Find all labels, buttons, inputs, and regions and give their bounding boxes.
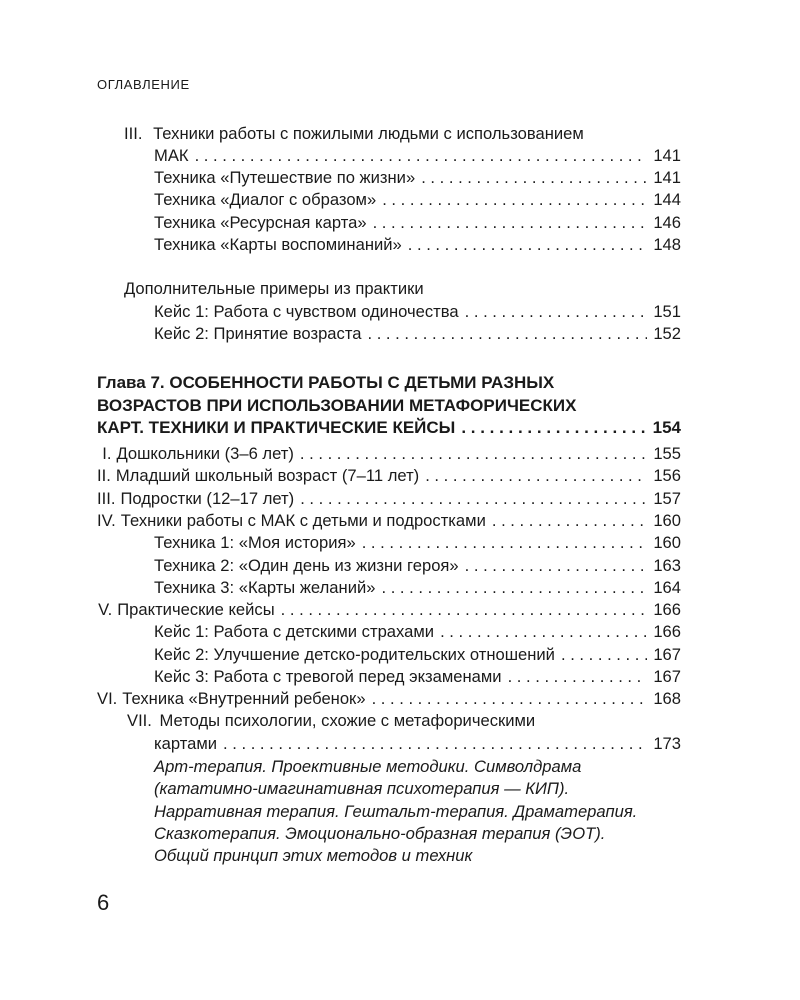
chapter-line: ВОЗРАСТОВ ПРИ ИСПОЛЬЗОВАНИИ МЕТАФОРИЧЕСКИХ bbox=[97, 395, 577, 415]
page-folio: 6 bbox=[97, 890, 110, 915]
leader-dots bbox=[300, 488, 647, 510]
toc-entry bbox=[154, 301, 681, 323]
toc-num: VI. bbox=[97, 689, 118, 709]
toc-entry bbox=[154, 323, 681, 345]
leader-dots bbox=[465, 555, 647, 577]
leader-dots bbox=[421, 167, 647, 189]
page-number: 155 bbox=[653, 444, 681, 463]
leader-dots bbox=[362, 532, 647, 554]
page-number: 173 bbox=[653, 734, 681, 753]
page-number: 168 bbox=[653, 689, 681, 709]
leader-dots bbox=[425, 465, 647, 487]
page-number: 146 bbox=[653, 212, 681, 232]
leader-dots bbox=[300, 443, 647, 465]
page-number: 167 bbox=[653, 667, 681, 686]
toc-entry bbox=[154, 733, 681, 755]
leader-dots bbox=[561, 644, 647, 666]
toc-entry bbox=[154, 145, 681, 167]
toc-entry bbox=[154, 189, 681, 211]
toc-text: Техника «Диалог с образом» bbox=[154, 190, 377, 210]
leader-dots bbox=[382, 189, 647, 211]
leader-dots bbox=[195, 145, 647, 167]
toc-text: Техника «Внутренний ребенок» bbox=[122, 689, 366, 709]
toc-entry bbox=[154, 212, 681, 234]
toc-section-iii-title bbox=[124, 123, 584, 145]
leader-dots bbox=[381, 577, 647, 599]
leader-dots bbox=[372, 688, 647, 710]
page-number: 166 bbox=[653, 622, 681, 642]
toc-text: Кейс 2: Улучшение детско-родительских отношений bbox=[154, 644, 555, 664]
toc-text: Кейс 2: Принятие возраста bbox=[154, 324, 362, 344]
toc-entry bbox=[97, 443, 681, 465]
toc-text: Техника «Ресурсная карта» bbox=[154, 212, 367, 232]
leader-dots bbox=[408, 234, 647, 256]
leader-dots bbox=[508, 666, 647, 688]
chapter-line bbox=[97, 417, 681, 440]
toc-entry bbox=[97, 488, 681, 510]
toc-text: Подростки (12–17 лет) bbox=[120, 488, 295, 508]
leader-dots bbox=[440, 621, 647, 643]
toc-text: Техники работы с пожилыми людьми с использованием bbox=[153, 124, 584, 143]
chapter-line-text: КАРТ. ТЕХНИКИ И ПРАКТИЧЕСКИЕ КЕЙСЫ bbox=[97, 418, 456, 437]
page-number: 167 bbox=[653, 644, 681, 664]
toc-entry bbox=[97, 688, 681, 710]
toc-entry bbox=[97, 599, 681, 621]
toc-num: V. bbox=[98, 600, 113, 620]
toc-text: Кейс 1: Работа с чувством одиночества bbox=[154, 302, 459, 321]
toc-entry bbox=[154, 167, 681, 189]
toc-entry bbox=[97, 510, 681, 532]
running-head: ОГЛАВЛЕНИЕ bbox=[97, 77, 190, 92]
toc-entry bbox=[154, 577, 681, 599]
toc-num: III. bbox=[97, 488, 116, 508]
leader-dots bbox=[367, 323, 647, 345]
toc-text: Младший школьный возраст (7–11 лет) bbox=[115, 466, 420, 486]
toc-entry bbox=[154, 666, 681, 688]
toc-entry bbox=[154, 621, 681, 643]
chapter-line: Глава 7. ОСОБЕННОСТИ РАБОТЫ С ДЕТЬМИ РАЗНЫХ bbox=[97, 373, 555, 392]
toc-entry bbox=[154, 555, 681, 577]
toc-num: II. bbox=[97, 466, 111, 486]
page-number: 160 bbox=[653, 510, 681, 530]
toc-extra-title: Дополнительные примеры из практики bbox=[124, 279, 424, 298]
leader-dots bbox=[465, 301, 647, 323]
leader-dots bbox=[373, 212, 647, 234]
toc-num: VII. bbox=[127, 711, 152, 730]
toc-subtopics-line: (кататимно-имагинативная психотерапия — КИП). bbox=[154, 779, 570, 799]
page-number: 163 bbox=[653, 555, 681, 575]
page-number: 160 bbox=[653, 533, 681, 553]
leader-dots bbox=[492, 510, 647, 532]
toc-text: Техника 1: «Моя история» bbox=[154, 533, 356, 553]
page-number: 141 bbox=[653, 146, 681, 165]
toc-text: МАК bbox=[154, 146, 189, 165]
toc-section-vii-title bbox=[127, 710, 535, 732]
chapter-heading bbox=[97, 372, 681, 440]
toc-num: III. bbox=[124, 124, 143, 143]
toc-entry bbox=[154, 234, 681, 256]
toc-subtopics-line: Арт-терапия. Проективные методики. Символдрама bbox=[154, 757, 582, 776]
page-number: 144 bbox=[653, 190, 681, 210]
page-number: 157 bbox=[653, 488, 681, 508]
leader-dots bbox=[223, 733, 647, 755]
toc-text: Методы психологии, схожие с метафорическими bbox=[159, 711, 536, 730]
toc-text: Кейс 3: Работа с тревогой перед экзаменами bbox=[154, 667, 502, 686]
page-number: 141 bbox=[653, 168, 681, 187]
page-number: 152 bbox=[653, 324, 681, 344]
toc-text: Техники работы с МАК с детьми и подростками bbox=[120, 510, 486, 530]
toc-subtopics-line: Сказкотерапия. Эмоционально-образная терапия (ЭОТ). bbox=[154, 823, 606, 843]
page-number: 166 bbox=[653, 600, 681, 620]
page-number: 148 bbox=[653, 234, 681, 254]
page-number: 164 bbox=[653, 577, 681, 597]
toc-text: Кейс 1: Работа с детскими страхами bbox=[154, 622, 435, 642]
toc-num: IV. bbox=[97, 510, 116, 530]
toc-entry bbox=[154, 644, 681, 666]
toc-entry bbox=[97, 465, 681, 487]
toc-text: Техника «Путешествие по жизни» bbox=[154, 168, 416, 187]
toc-subtopics-line: Общий принцип этих методов и техник bbox=[154, 846, 473, 866]
toc-text: картами bbox=[154, 734, 218, 753]
leader-dots bbox=[461, 417, 646, 440]
toc-text: Техника 3: «Карты желаний» bbox=[154, 577, 376, 597]
toc-num: I. bbox=[102, 444, 112, 463]
toc-text: Практические кейсы bbox=[117, 600, 275, 620]
page-number: 151 bbox=[653, 302, 681, 321]
toc-text: Техника «Карты воспоминаний» bbox=[154, 234, 402, 254]
toc-text: Дошкольники (3–6 лет) bbox=[116, 444, 294, 463]
leader-dots bbox=[281, 599, 647, 621]
toc-text: Техника 2: «Один день из жизни героя» bbox=[154, 555, 459, 575]
chapter-page-number: 154 bbox=[652, 418, 681, 437]
page-number: 156 bbox=[653, 466, 681, 486]
toc-entry bbox=[154, 532, 681, 554]
toc-subtopics-line: Нарративная терапия. Гештальт-терапия. Драматерапия. bbox=[154, 801, 638, 821]
